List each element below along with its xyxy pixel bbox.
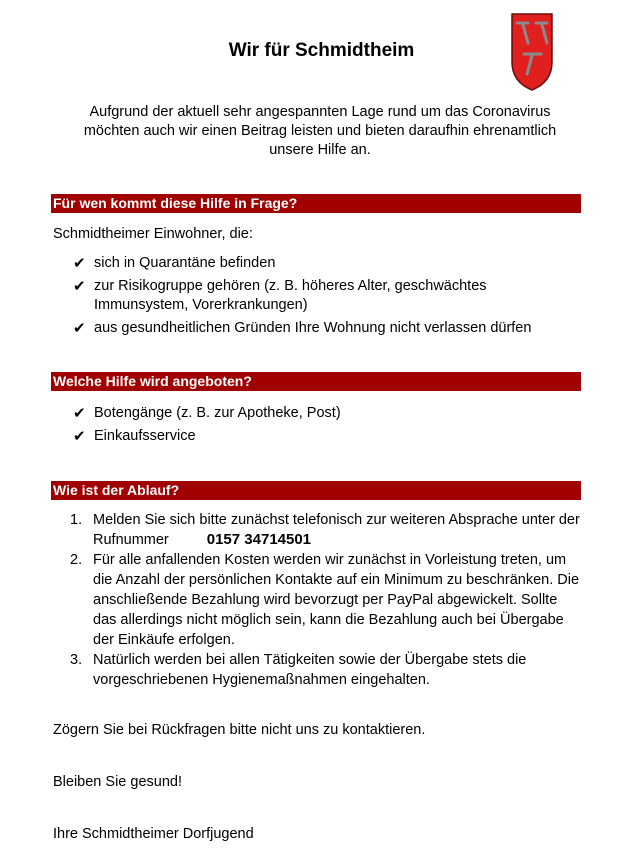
phone-number: 0157 34714501 bbox=[206, 531, 312, 548]
section-heading-offer: Welche Hilfe wird angeboten? bbox=[51, 372, 581, 391]
list-item: 2. Für alle anfallenden Kosten werden wir zunächst in Vorleistung treten, um die Anzahl der persönlichen Kontakte auf ein Minimum zu beschränken. Die anschließende Bezahlung wird bevorzugt per PayPal abgewickelt. Sollte das allerdings nicht möglich sein, kann die Bezahlung auch bei Übergabe der Einkäufe erfolgen. bbox=[70, 552, 580, 648]
section-lead: Schmidtheimer Einwohner, die: bbox=[53, 226, 253, 242]
checkmark-icon: ✔ bbox=[73, 428, 86, 445]
page-title: Wir für Schmidtheim bbox=[228, 40, 415, 61]
coat-of-arms-icon bbox=[510, 12, 554, 92]
checkmark-icon: ✔ bbox=[73, 255, 86, 272]
section-heading-who: Für wen kommt diese Hilfe in Frage? bbox=[51, 194, 581, 213]
list-item: ✔ sich in Quarantäne befinden bbox=[73, 255, 276, 272]
checkmark-icon: ✔ bbox=[73, 278, 86, 295]
checkmark-icon: ✔ bbox=[73, 405, 86, 422]
list-item: ✔ Botengänge (z. B. zur Apotheke, Post) bbox=[73, 405, 341, 422]
list-item: ✔ Einkaufsservice bbox=[73, 428, 196, 445]
list-item: 3. Natürlich werden bei allen Tätigkeiten sowie der Übergabe stets die vorgeschriebenen Hygienemaßnahmen eingehalten. bbox=[70, 652, 527, 688]
list-item: 1. Melden Sie sich bitte zunächst telefonisch zur weiteren Absprache unter der Rufnummer 0157 34714501 bbox=[70, 512, 580, 548]
closing-contact: Zögern Sie bei Rückfragen bitte nicht uns zu kontaktieren. bbox=[53, 722, 426, 738]
section-heading-process: Wie ist der Ablauf? bbox=[51, 481, 581, 500]
offer-list bbox=[73, 404, 553, 450]
list-item: ✔ zur Risikogruppe gehören (z. B. höheres Alter, geschwächtes Immunsystem, Vorerkrankungen) bbox=[73, 278, 487, 313]
process-steps bbox=[70, 510, 580, 690]
eligibility-list bbox=[73, 254, 553, 342]
checkmark-icon: ✔ bbox=[73, 320, 86, 337]
list-item: ✔ aus gesundheitlichen Gründen Ihre Wohnung nicht verlassen dürfen bbox=[73, 320, 532, 337]
closing-signature: Ihre Schmidtheimer Dorfjugend bbox=[53, 826, 254, 842]
intro-text: Aufgrund der aktuell sehr angespannten Lage rund um das Coronavirus möchten auch wir einen Beitrag leisten und bieten daraufhin ehrenamtlich unsere Hilfe an. bbox=[83, 104, 557, 158]
closing-greeting: Bleiben Sie gesund! bbox=[53, 774, 182, 790]
